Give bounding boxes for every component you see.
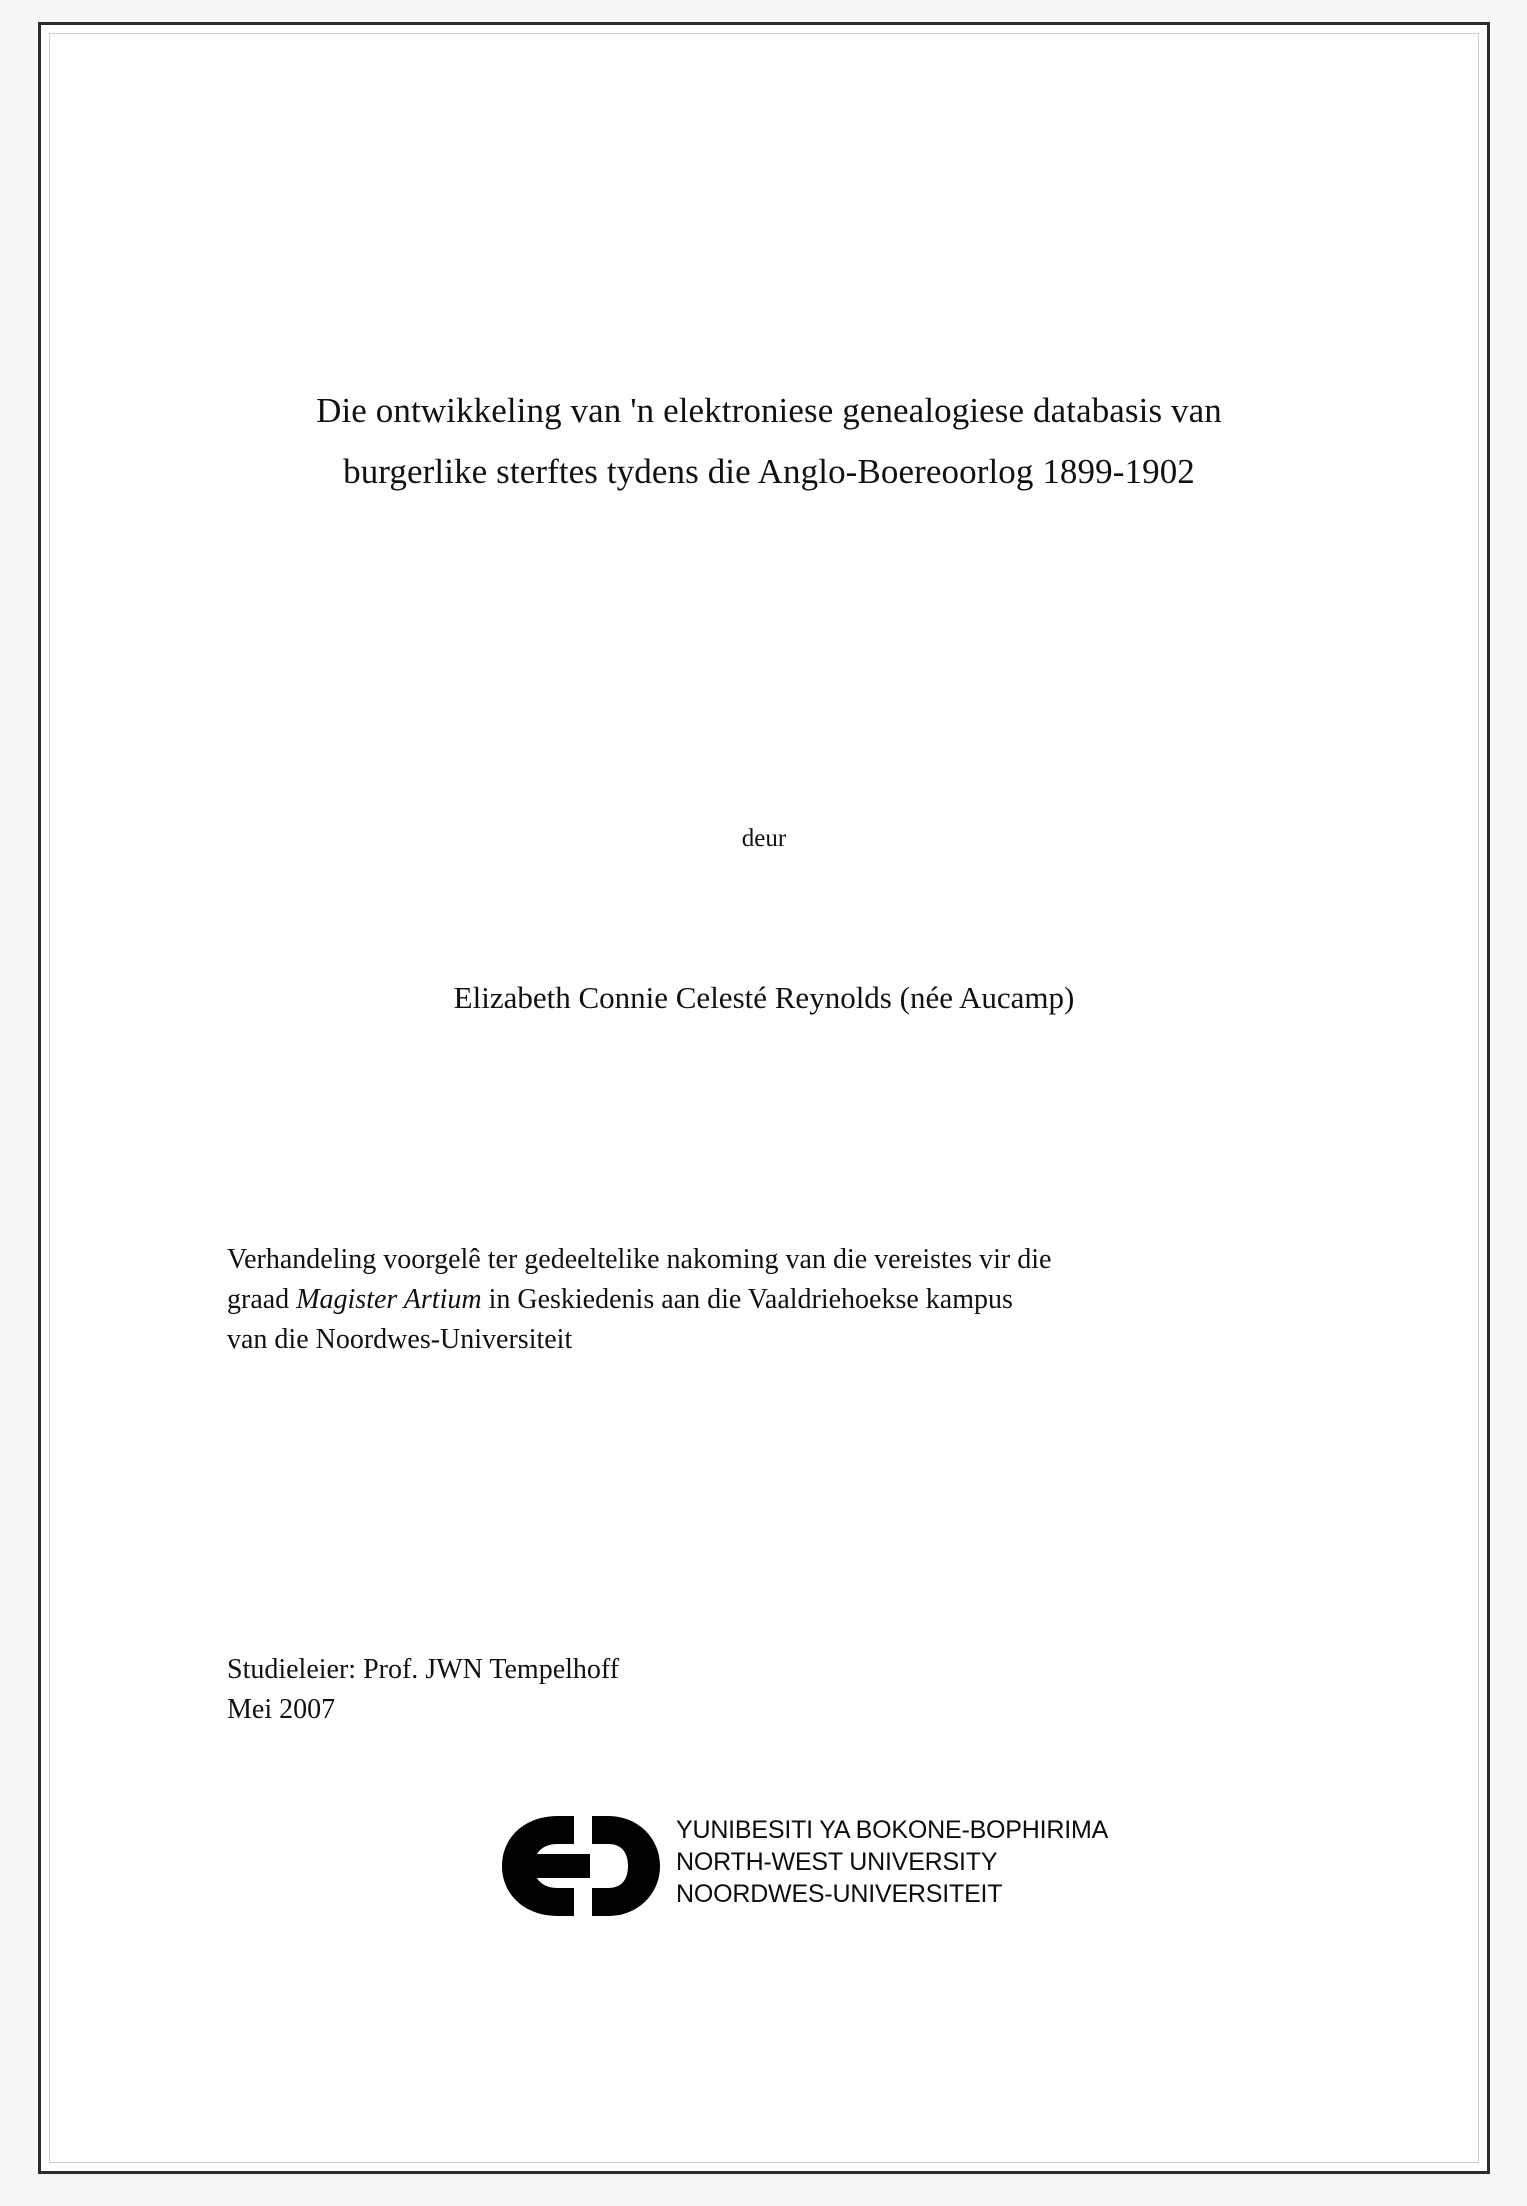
degree-statement-line-3: van die Noordwes-Universiteit	[227, 1323, 573, 1355]
degree-statement-line-2-pre: graad	[227, 1283, 297, 1315]
title-line-2: burgerlike sterftes tydens die Anglo-Boereoorlog 1899-1902	[343, 452, 1195, 492]
logo-text-line-3: NOORDWES-UNIVERSITEIT	[676, 1880, 1003, 1908]
north-west-university-logo-icon	[496, 1810, 666, 1922]
degree-statement	[227, 1240, 1327, 1359]
page-border-frame	[38, 22, 1490, 2174]
submission-date: Mei 2007	[227, 1693, 336, 1725]
logo-text-line-2: NORTH-WEST UNIVERSITY	[676, 1848, 998, 1876]
supervisor-block	[227, 1650, 619, 1730]
author-name: Elizabeth Connie Celesté Reynolds (née Aucamp)	[453, 980, 1075, 1015]
logo-text-line-1: YUNIBESITI YA BOKONE-BOPHIRIMA	[676, 1816, 1109, 1844]
page-title	[191, 380, 1347, 503]
degree-statement-line-2-post: in Geskiedenis aan die Vaaldriehoekse kampus	[481, 1283, 1013, 1315]
degree-statement-line-2	[227, 1280, 1327, 1320]
by-label: deur	[741, 825, 787, 852]
degree-statement-line-1: Verhandeling voorgelê ter gedeeltelike nakoming van die vereistes vir die	[227, 1244, 1052, 1275]
degree-name-italic: Magister Artium	[296, 1283, 482, 1315]
title-line-1: Die ontwikkeling van 'n elektroniese genealogiese databasis van	[316, 391, 1222, 430]
university-logo	[496, 1810, 1116, 1930]
university-logo-text	[676, 1814, 1108, 1910]
title-page-content	[41, 25, 1487, 2171]
supervisor-name: Studieleier: Prof. JWN Tempelhoff	[227, 1654, 620, 1685]
